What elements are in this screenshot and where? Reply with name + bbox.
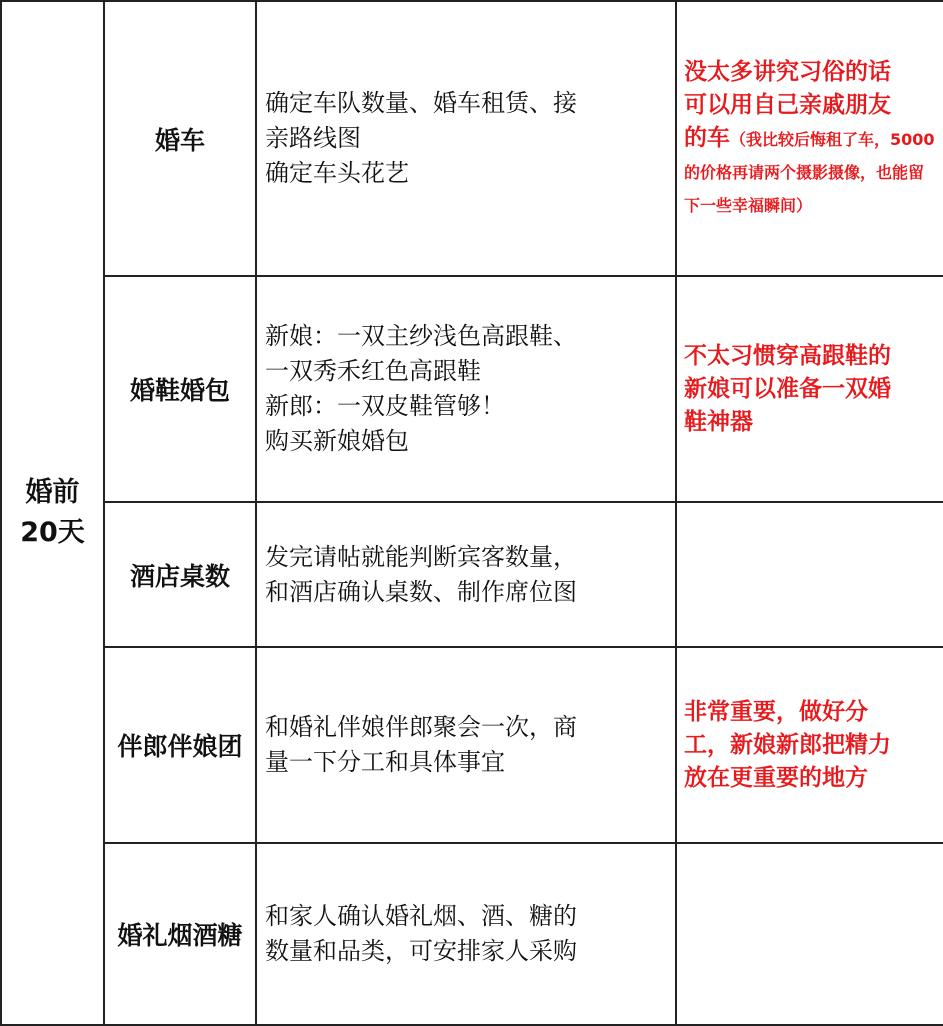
note-line: 的车 [684,125,730,151]
note-line: 没太多讲究习俗的话 [684,59,891,85]
task-line: 和家人确认婚礼烟、酒、糖的 [265,902,577,930]
task-line: 和酒店确认桌数、制作席位图 [265,577,577,606]
item-cell: 婚礼烟酒糖 [104,843,256,1025]
item-cell: 酒店桌数 [104,502,256,647]
period-label-line1: 婚前 [25,477,80,508]
note-line: 可以用自己亲戚朋友 [684,92,891,118]
task-cell [256,647,676,843]
note-cell [676,1,943,276]
table-row [1,647,943,843]
task-line: 购买新娘婚包 [265,427,409,455]
task-line: 亲路线图 [265,124,361,152]
period-label-line2: 20天 [20,517,85,548]
note-line: 鞋神器 [684,408,753,435]
task-cell [256,502,676,647]
note-cell [676,647,943,843]
task-line: 一双秀禾红色高跟鞋 [265,357,481,385]
task-line: 确定车头花艺 [265,159,409,187]
task-line: 新郎：一双皮鞋管够！ [265,392,505,420]
task-line: 确定车队数量、婚车租赁、接 [265,89,577,117]
note-cell-empty [676,502,943,647]
task-line: 新娘：一双主纱浅色高跟鞋、 [265,322,577,350]
note-cell [676,276,943,502]
table-row [1,502,943,647]
item-cell: 婚鞋婚包 [104,276,256,502]
note-line: 非常重要，做好分 [684,698,868,725]
table-row [1,843,943,1025]
task-cell [256,1,676,276]
table-row [1,276,943,502]
note-line: 不太习惯穿高跟鞋的 [684,342,891,369]
note-line: 放在更重要的地方 [684,764,868,791]
task-line: 数量和品类，可安排家人采购 [265,937,577,965]
task-line: 和婚礼伴娘伴郎聚会一次，商 [265,713,577,741]
note-line: 工，新娘新郎把精力 [684,731,891,758]
task-line: 发完请帖就能判断宾客数量， [265,542,577,571]
table-row [1,1,943,276]
item-cell: 婚车 [104,1,256,276]
item-cell: 伴郎伴娘团 [104,647,256,843]
task-cell [256,843,676,1025]
task-line: 量一下分工和具体事宜 [265,748,505,776]
note-line: 新娘可以准备一双婚 [684,375,891,402]
note-small-text: （我比较后悔租了车，5000的价格再请两个摄影摄像，也能留下一些幸福瞬间） [684,130,935,215]
task-cell [256,276,676,502]
note-cell-empty [676,843,943,1025]
period-cell [1,1,104,1025]
